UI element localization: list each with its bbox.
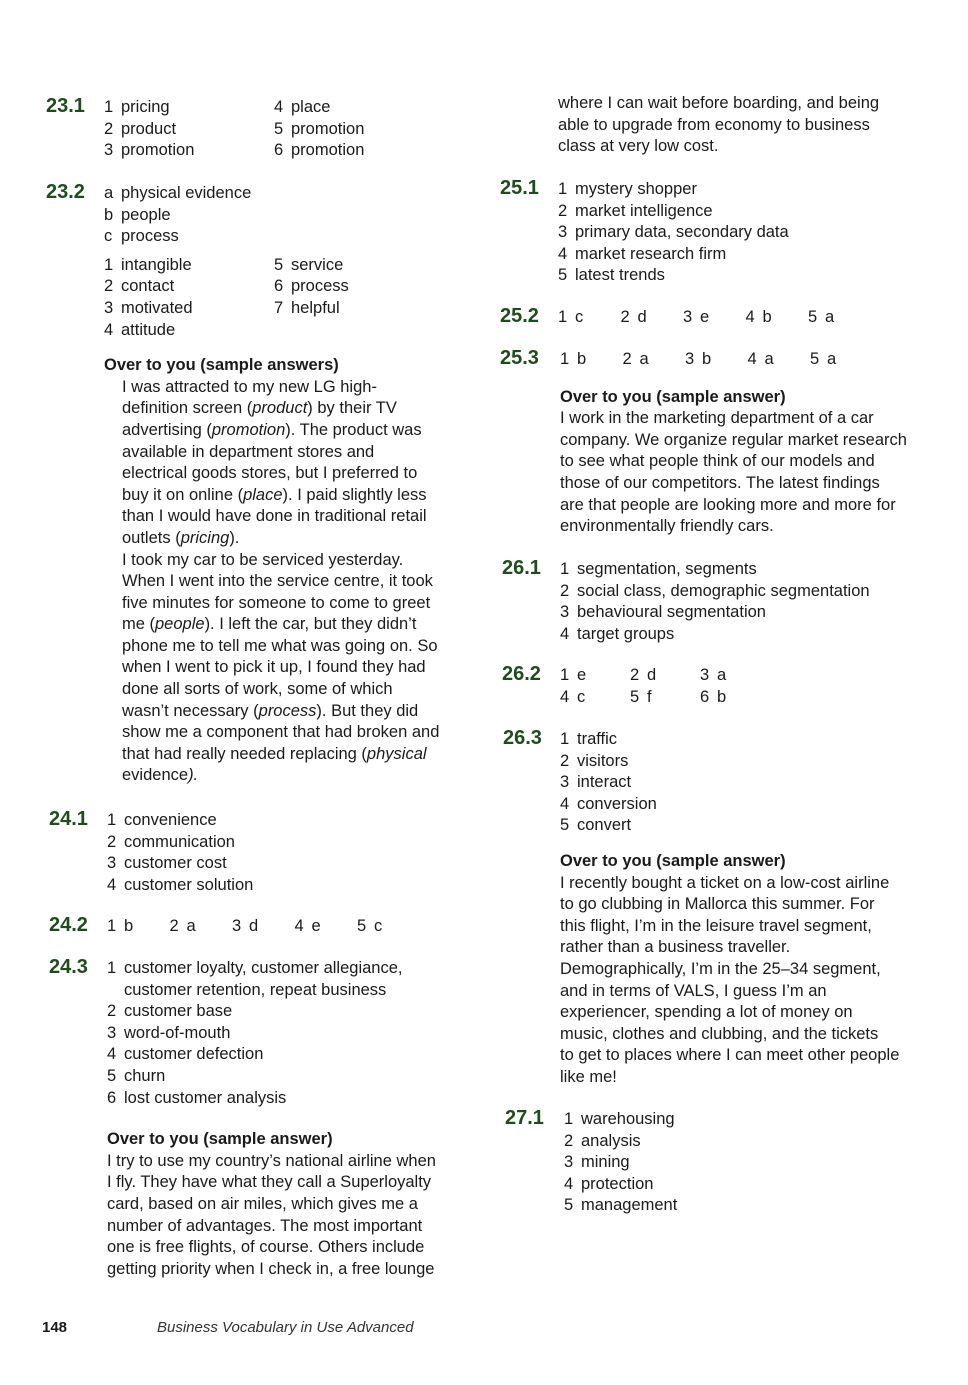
answer-pair: 5 f [630,687,652,706]
list-item: 4 place [274,98,331,116]
text-line: Demographically, I’m in the 25–34 segment, [560,959,881,978]
list-item: 3 primary data, secondary data [558,223,789,242]
answer-pairs [558,307,871,329]
text-line: I recently bought a ticket on a low-cost airline [560,873,890,892]
answer-list [107,958,436,1109]
section-number: 27.1 [505,1107,544,1129]
answer-pair: 4 e [294,917,321,935]
text-line: five minutes for someone to come to greet [122,593,431,612]
answer-pair: 2 a [622,350,649,368]
answer-pair: 3 e [683,308,710,326]
list-item: c process [104,227,179,246]
answer-pair: 2 d [620,308,647,326]
list-item: 6 promotion [274,141,365,160]
page-number: 148 [42,1319,68,1336]
answer-list [104,97,364,162]
list-item: 3 motivated [104,298,193,317]
answer-pair: 6 b [700,687,727,706]
over-to-you-block [104,355,439,787]
text-line: to see what people think of our models and [560,452,875,471]
answer-pairs [107,916,420,938]
text-line: able to upgrade from economy to business [558,115,870,134]
list-item-continuation: customer retention, repeat business [124,980,387,999]
list-item: 4 market research firm [558,244,727,263]
list-item: 5 management [564,1196,678,1215]
text-line: electrical goods stores, but I preferred to [122,464,418,483]
answer-pair: 4 a [747,350,774,368]
sample-answer [107,1151,436,1281]
text-line: than I would have done in traditional retail [122,507,427,526]
list-item: 2 customer base [107,1002,233,1021]
text-line: and in terms of VALS, I guess I’m an [560,981,827,1000]
list-item: 2 product [104,119,177,138]
section-number: 23.1 [46,95,85,117]
text-line: card, based on air miles, which gives me a [107,1194,418,1213]
sample-answer-2 [104,550,439,788]
list-item: 7 helpful [274,298,340,317]
list-item: 3 behavioural segmentation [560,603,766,622]
text-line: buy it on online (place). I paid slightly less [122,485,427,504]
section-number: 26.2 [502,663,541,685]
list-item: a physical evidence [104,184,252,202]
text-line: this flight, I’m in the leisure travel segment, [560,916,872,935]
list-item: 3 promotion [104,141,195,160]
section-number: 25.3 [500,347,539,369]
answer-pair: 1 b [107,917,134,935]
text-line: class at very low cost. [558,137,719,156]
sample-answer [560,408,907,538]
answer-pair: 1 e [560,666,587,684]
answer-pair: 2 a [169,917,196,935]
text-line: definition screen (product) by their TV [122,399,397,418]
text-line: number of advantages. The most important [107,1216,423,1235]
text-line: advertising (promotion). The product was [122,420,422,439]
answer-pair: 3 d [232,917,259,935]
list-item: 4 target groups [560,624,675,643]
section-number: 24.3 [49,956,88,978]
text-line: that had really needed replacing (physical [122,744,427,763]
list-item: b people [104,205,171,224]
list-item: 1 mystery shopper [558,180,697,198]
answer-list [558,179,789,287]
text-line: evidence). [122,766,199,785]
over-to-you-title: Over to you (sample answer) [107,1130,333,1149]
answer-pair: 2 d [630,666,657,684]
list-item: 5 promotion [274,119,365,138]
text-line: show me a component that had broken and [122,723,440,742]
list-item: 6 lost customer analysis [107,1088,287,1107]
text-line: done all sorts of work, some of which [122,680,393,699]
section-number: 25.2 [500,305,539,327]
text-line: when I went to pick it up, I found they had [122,658,426,677]
answer-list [107,810,253,896]
list-item: 5 churn [107,1066,166,1085]
text-line: rather than a business traveller. [560,938,791,957]
list-item: 2 communication [107,832,235,851]
list-item: 5 service [274,255,344,274]
list-item: 4 customer defection [107,1045,264,1064]
answer-pair: 3 b [685,350,712,368]
text-line: I work in the marketing department of a car [560,409,874,428]
list-item: 3 mining [564,1153,630,1172]
section-number: 24.2 [49,914,88,936]
answer-pair: 4 b [745,308,772,326]
text-line: like me! [560,1067,617,1086]
section-number: 26.3 [503,727,542,749]
text-line: me (people). I left the car, but they didn’t [122,615,417,634]
text-line: getting priority when I check in, a free lounge [107,1259,435,1278]
list-item: 2 social class, demographic segmentation [560,581,870,600]
letter-list [104,183,439,248]
answer-pair: 4 c [560,687,586,706]
answer-pairs [560,665,770,708]
text-line: those of our competitors. The latest findings [560,473,880,492]
over-to-you-block [560,387,907,538]
over-to-you-block [560,851,899,1089]
list-item: 5 convert [560,816,632,835]
text-line: to go clubbing in Mallorca this summer. For [560,895,875,914]
list-item: 1 segmentation, segments [560,560,757,578]
text-line: company. We organize regular market research [560,430,907,449]
list-item: 2 contact [104,277,175,296]
section-number: 24.1 [49,808,88,830]
text-line: When I went into the service centre, it took [122,572,433,591]
over-to-you-block [107,1129,436,1280]
over-to-you-title: Over to you (sample answer) [560,851,786,870]
text-line: I was attracted to my new LG high- [122,377,377,396]
answer-list [560,729,899,837]
list-item: 2 analysis [564,1131,641,1150]
sample-answer-continuation [558,93,879,158]
list-item: 3 interact [560,773,632,792]
text-line: to get to places where I can meet other people [560,1046,900,1065]
list-item: 4 conversion [560,794,657,813]
sample-answer [560,873,899,1089]
answer-pair: 5 c [357,917,383,935]
list-item: 1 traffic [560,730,618,748]
text-line: outlets (pricing). [122,528,240,547]
text-line: are that people are looking more and more for [560,495,896,514]
over-to-you-title: Over to you (sample answers) [104,356,339,375]
list-item: 3 word-of-mouth [107,1023,231,1042]
text-line: wasn’t necessary (process). But they did [122,701,419,720]
sample-answer-1 [104,377,439,550]
list-item: 2 market intelligence [558,201,713,220]
answer-list [560,559,870,645]
list-item: 1 intangible [104,255,192,274]
answer-list [564,1109,677,1217]
answer-pairs [560,349,907,371]
text-line: I took my car to be serviced yesterday. [122,550,404,569]
list-item: 6 process [274,277,349,296]
text-line: phone me to tell me what was going on. So [122,636,438,655]
text-line: available in department stores and [122,442,375,461]
list-item: 1 convenience [107,811,217,829]
section-number: 23.2 [46,181,85,203]
list-item: 1 customer loyalty, customer allegiance, [107,959,403,977]
list-item: 1 pricing [104,98,170,116]
list-item: 2 visitors [560,751,629,770]
over-to-you-title: Over to you (sample answer) [560,387,786,406]
list-item: 4 attitude [104,320,176,339]
list-item: 4 customer solution [107,875,254,894]
list-item: 5 latest trends [558,266,665,285]
section-number: 25.1 [500,177,539,199]
list-item: 1 warehousing [564,1110,675,1128]
text-line: one is free flights, of course. Others include [107,1238,425,1257]
text-line: where I can wait before boarding, and being [558,94,880,112]
text-line: music, clothes and clubbing, and the tickets [560,1024,879,1043]
answer-pair: 5 a [808,308,835,326]
answer-pair: 1 b [560,350,587,368]
text-line: I fly. They have what they call a Superloyalty [107,1173,432,1192]
section-number: 26.1 [502,557,541,579]
text-line: I try to use my country’s national airline when [107,1151,436,1170]
list-item: 4 protection [564,1174,654,1193]
answer-pair: 3 a [700,666,727,684]
text-line: experiencer, spending a lot of money on [560,1003,853,1022]
book-title: Business Vocabulary in Use Advanced [157,1319,414,1336]
answer-pair: 5 a [810,350,837,368]
answer-list [104,255,439,341]
list-item: 3 customer cost [107,854,227,873]
answer-pair: 1 c [558,308,584,326]
text-line: environmentally friendly cars. [560,517,774,536]
